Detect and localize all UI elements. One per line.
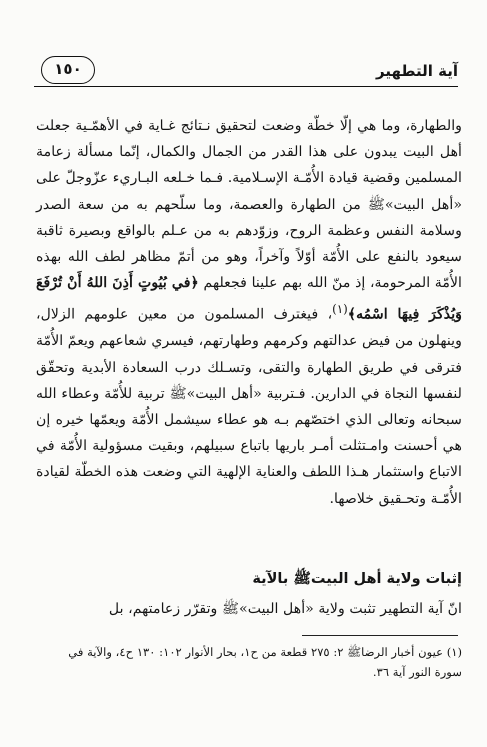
paragraph-continuation: ، فيغترف المسلمون من معين علومهم الزلال، وينهلون من فيض عدالتهم وكرمهم وطهارتهم، فيسري شعاعهم ويعمّ الأُمّة فترقى في طريق الطهارة والتقى، وتسـلك درب السعادة الأبدية وتحقّق لنفسها النجاة في الدارين. فـتربية «أهل البيت»ﷺ تربية للأُمّة وعطاء الله سبحانه وتعالى الذي اختصّهم بـه هو عطاء سيشمل الأُمّة ويعمّها خيره إن هي أحسنت وامـتثلت أمـر باريها باتباع سبيلهم، وبقيت مسؤولية الأُمّة في الاتباع واستثمار هـذا اللطف والعناية الإلهية التي وضعت هذه الخطّة لقيادة الأُمّـة وتحـقيق خلاصها. bbox=[36, 307, 462, 507]
quran-verse: ﴿في بُيُوتٍ أَذِنَ اللهُ أَنْ تُرْفَعَ وَيُذْكَرَ فِيهَا اسْمُه﴾ bbox=[36, 275, 462, 324]
paragraph-text: والطهارة، وما هي إلّا خطّة وضعت لتحقيق نـتائج غـاية في الأهمّـية جعلت أهل البيت يبدون على هذا القدر من الجمال والكمال، إنّما مسألة زعامة المسلمين وقضية قيادة الأُمّـة الإسـلامية. فـما خـلعه البـاريء عزّوجلّ على «أهل البيت»ﷺ من الطهارة والعصمة، وما سلّحهم به من سعة الصدر وسلامة النفس وعظمة الروح، وزوّدهم به من عـلم بالواقع وبصيرة ثاقبة سيعود بالنفع على الأُمّة أوّلاً وآخراً، وهو من أتمّ مظاهر لطف الله بهذه الأُمّة المرحومة، إذ منّ الله بهم علينا فجعلهم bbox=[36, 118, 463, 292]
footnote-marker: (١) bbox=[332, 302, 348, 317]
footnote-line: سورة النور آية ٣٦. bbox=[372, 665, 462, 679]
footnotes bbox=[36, 642, 462, 682]
main-text bbox=[36, 113, 462, 512]
paragraph bbox=[36, 113, 462, 512]
section-text: انّ آية التطهير تثبت ولاية «أهل البيت»ﷺ وتقرّر زعامتهم، بل bbox=[108, 601, 462, 617]
page-header bbox=[34, 56, 458, 86]
footnote-rule bbox=[302, 635, 458, 636]
running-title: آية التطهير bbox=[376, 62, 458, 80]
header-rule bbox=[34, 86, 458, 87]
section bbox=[36, 566, 462, 622]
footnote-line: (١) عيون أخبار الرضاﷺ ٢: ٢٧٥ قطعة من ح١، بحار الأنوار ١٠٢: ١٣٠ ح٤، والآية في bbox=[68, 645, 462, 659]
page-number: ١٥٠ bbox=[41, 56, 95, 84]
section-heading: إثبات ولاية أهل البيتﷺ بالآية bbox=[252, 571, 462, 587]
